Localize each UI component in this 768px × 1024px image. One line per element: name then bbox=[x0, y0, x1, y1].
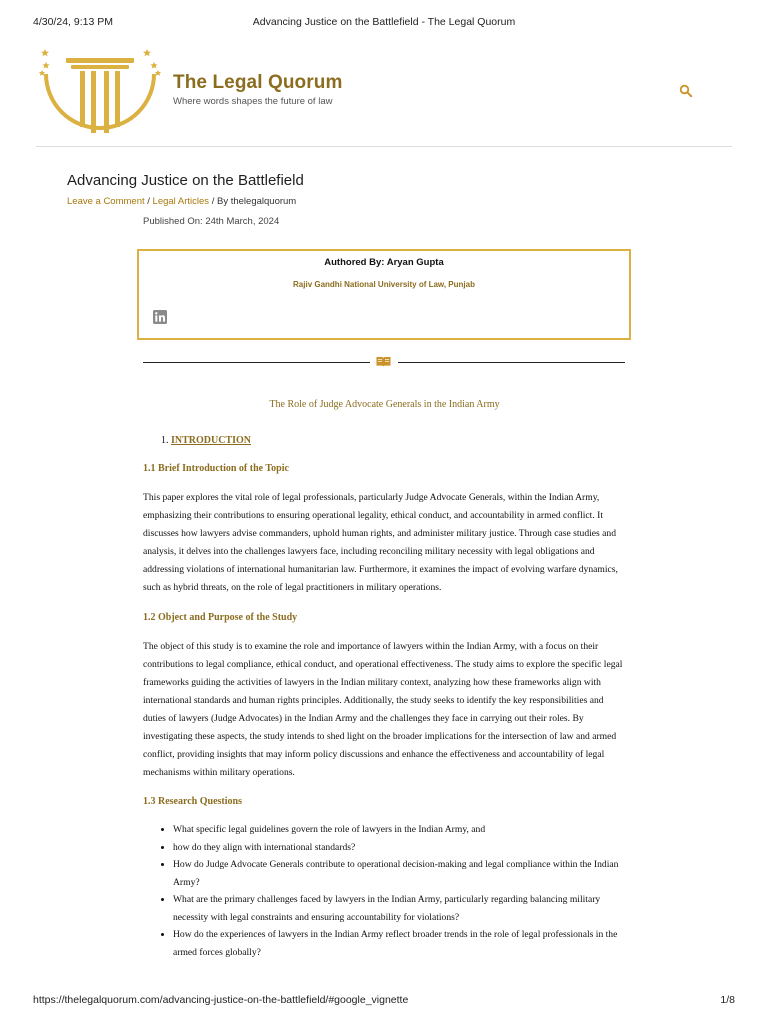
logo-capital-2 bbox=[71, 65, 129, 69]
logo-column-1 bbox=[80, 71, 85, 127]
logo-star-left-mid bbox=[42, 62, 49, 69]
list-item: • how do they align with international standards? bbox=[173, 839, 626, 857]
site-logo[interactable] bbox=[36, 44, 164, 140]
section-paragraph-1-1: This paper explores the vital role of legal professionals, particularly Judge Advocate Generals, within the Indian Army, emphasizing their contributions to ensuring operational legality, ethical conduct, and accountability in armed conflict. It discusses how lawyers advise commanders, uphold human rights, and administer military justice. Through case studies and analysis, it delves into the challenges lawyers face, including reconciling military necessity with legal obligations and addressing violations of international humanitarian law. Furthermore, it examines the impact of evolving warfare dynamics, such as hybrid threats, on the role of legal practitioners in military operations. bbox=[143, 492, 618, 594]
author-box bbox=[137, 249, 631, 340]
section-divider-left bbox=[143, 362, 370, 363]
site-tagline: Where words shapes the future of law bbox=[173, 96, 333, 107]
post-meta bbox=[67, 196, 296, 207]
print-page-title: Advancing Justice on the Battlefield - The Legal Quorum bbox=[252, 16, 516, 28]
print-page-number: 1/8 bbox=[720, 994, 735, 1006]
meta-separator: / bbox=[144, 196, 153, 207]
meta-by: / By bbox=[209, 196, 231, 207]
linkedin-icon[interactable] bbox=[153, 310, 167, 324]
book-icon bbox=[376, 356, 391, 367]
logo-column-2 bbox=[91, 71, 96, 133]
section-heading-1-2: 1.2 Object and Purpose of the Study bbox=[143, 611, 298, 623]
logo-column-3 bbox=[104, 71, 109, 133]
print-url: https://thelegalquorum.com/advancing-justice-on-the-battlefield/#google_vignette bbox=[33, 994, 409, 1006]
section-divider-right bbox=[398, 362, 625, 363]
intro-heading bbox=[161, 435, 626, 449]
list-item: • How do Judge Advocate Generals contribute to operational decision-making and legal compliance within the Indian Army? bbox=[173, 856, 626, 891]
intro-heading-text: INTRODUCTION bbox=[171, 435, 252, 446]
logo-star-right-top bbox=[143, 49, 151, 56]
leave-comment-link[interactable]: Leave a Comment bbox=[67, 196, 145, 207]
authored-by: Authored By: Aryan Gupta bbox=[324, 257, 444, 268]
logo-star-right-mid bbox=[150, 62, 157, 69]
section-heading-1-1: 1.1 Brief Introduction of the Topic bbox=[143, 463, 289, 474]
intro-number: 1. bbox=[161, 435, 171, 446]
logo-arc bbox=[46, 74, 154, 128]
header-divider bbox=[36, 146, 732, 147]
author-university: Rajiv Gandhi National University of Law, Punjab bbox=[293, 280, 475, 289]
article-subtitle: The Role of Judge Advocate Generals in the Indian Army bbox=[269, 399, 500, 410]
published-date: Published On: 24th March, 2024 bbox=[143, 216, 280, 227]
site-title[interactable]: The Legal Quorum bbox=[173, 72, 343, 93]
search-icon[interactable] bbox=[679, 84, 693, 98]
logo-column-4 bbox=[115, 71, 120, 127]
research-questions-list bbox=[143, 821, 626, 961]
print-header bbox=[33, 14, 735, 30]
section-paragraph-1-2: The object of this study is to examine the role and importance of lawyers within the Indian Army, with a focus on their contributions to legal compliance, ethical conduct, and operational effectiveness. The study aims to explore the specific legal frameworks guiding the activities of lawyers in the Indian military context, analyzing how these frameworks align with international standards and human rights principles. Additionally, the study seeks to identify the key responsibilities and duties of lawyers (Judge Advocates) in the Indian Army and the challenges they face in carrying out their roles. By investigating these aspects, the study intends to shed light on the broader implications for the intersection of law and armed conflict, providing insights that may inform policy discussions and enhance the effectiveness and accountability of legal mechanisms within military operations. bbox=[143, 640, 623, 779]
post-title: Advancing Justice on the Battlefield bbox=[67, 172, 304, 189]
print-datetime: 4/30/24, 9:13 PM bbox=[33, 16, 113, 28]
author-link[interactable]: thelegalquorum bbox=[230, 196, 297, 207]
article-body bbox=[143, 395, 626, 961]
list-item: • What specific legal guidelines govern the role of lawyers in the Indian Army, and bbox=[173, 821, 626, 839]
print-footer bbox=[33, 994, 735, 1010]
logo-capital bbox=[66, 58, 134, 63]
section-heading-1-3: 1.3 Research Questions bbox=[143, 796, 242, 808]
category-link[interactable]: Legal Articles bbox=[152, 196, 210, 207]
logo-star-left-top bbox=[41, 49, 49, 56]
list-item: • How do the experiences of lawyers in the Indian Army reflect broader trends in the role of legal professionals in the armed forces globally? bbox=[173, 926, 626, 961]
list-item: • What are the primary challenges faced by lawyers in the Indian Army, particularly regarding balancing military necessity with legal constraints and ensuring accountability for violations? bbox=[173, 891, 626, 926]
